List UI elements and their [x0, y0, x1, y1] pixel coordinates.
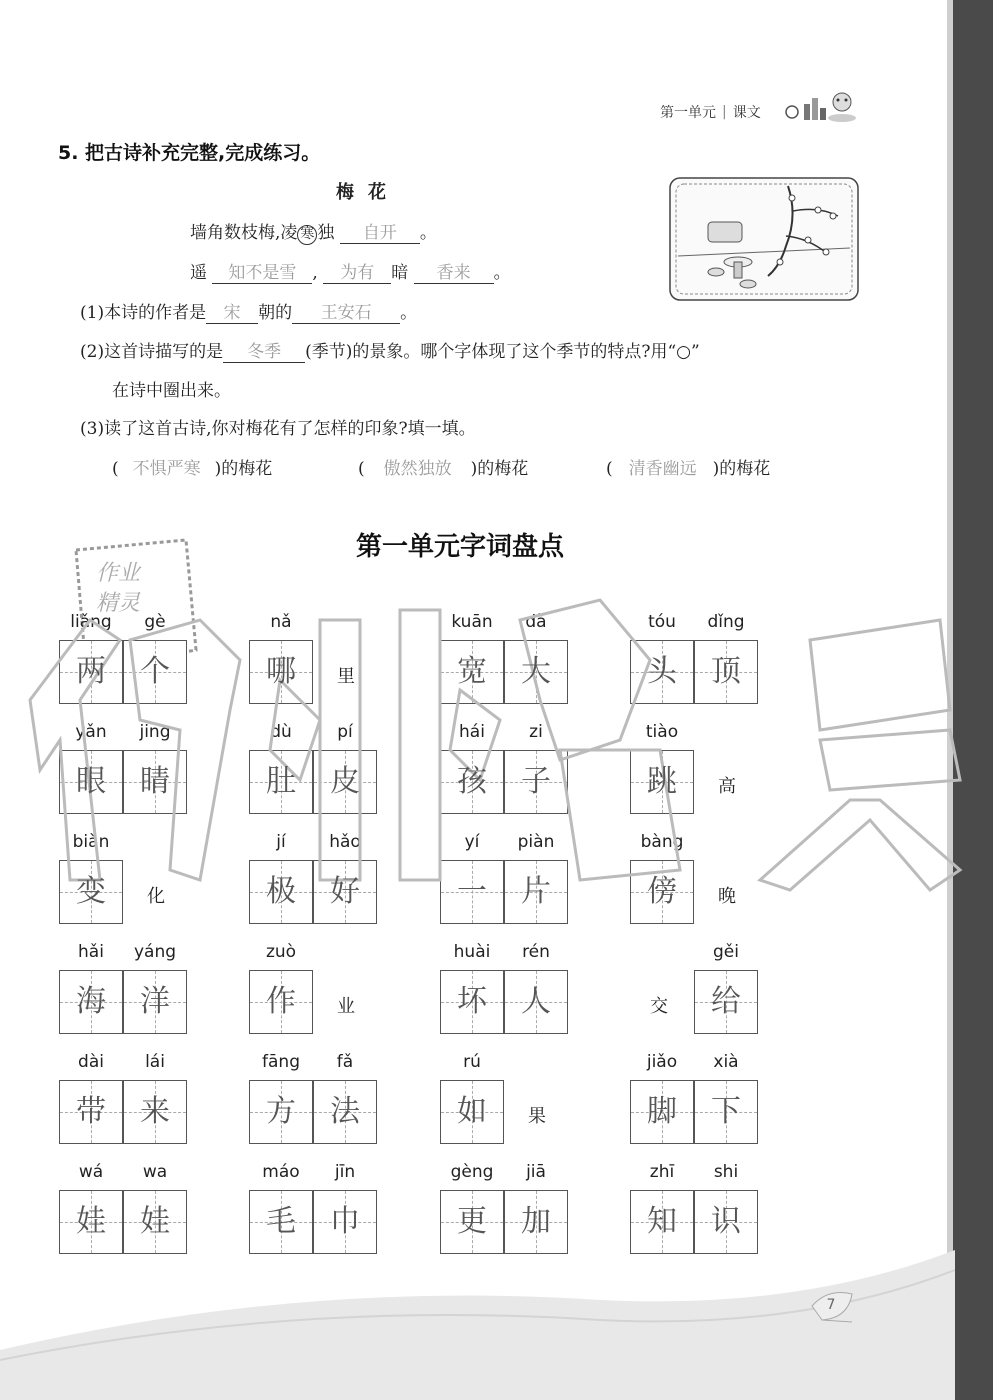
character-box[interactable]: [59, 750, 123, 814]
character-box[interactable]: [249, 970, 313, 1034]
poem-line-1-end: 。: [419, 223, 437, 243]
character-box[interactable]: [59, 1190, 123, 1254]
character: 毛: [266, 1204, 296, 1239]
plain-character: 交: [650, 996, 668, 1017]
character: 宽: [457, 654, 487, 689]
poem-line-2-sep: ,: [312, 263, 318, 283]
pinyin-label: lái: [145, 1052, 165, 1072]
character-box[interactable]: [440, 640, 504, 704]
character: 顶: [711, 654, 741, 689]
character-box[interactable]: [123, 640, 187, 704]
character: 带: [76, 1094, 106, 1129]
section-title: 第一单元字词盘点: [355, 532, 564, 562]
pinyin-label: jing: [139, 722, 171, 742]
pinyin-label: máo: [262, 1162, 300, 1182]
header-separator: |: [722, 104, 727, 120]
pinyin-label: jīn: [334, 1162, 356, 1182]
character: 下: [711, 1094, 741, 1129]
character-box[interactable]: [504, 970, 568, 1034]
character-box[interactable]: [440, 860, 504, 924]
character: 巾: [330, 1204, 360, 1239]
character: 睛: [140, 764, 170, 799]
character: 洋: [140, 984, 170, 1019]
character-box[interactable]: [59, 970, 123, 1034]
paren-close: )的梅花: [712, 459, 771, 479]
character-box[interactable]: [313, 860, 377, 924]
pinyin-label: nǎ: [270, 612, 292, 632]
pinyin-label: dà: [525, 612, 547, 632]
character: 孩: [457, 764, 487, 799]
character: 方: [266, 1094, 296, 1129]
character-box[interactable]: [440, 1080, 504, 1144]
character-box[interactable]: [440, 970, 504, 1034]
poem-line-2-mid: 暗: [391, 263, 409, 283]
answer-blank[interactable]: 清香幽远: [628, 459, 697, 479]
character-box[interactable]: [694, 970, 758, 1034]
character-box[interactable]: [504, 640, 568, 704]
pinyin-label: zuò: [265, 942, 297, 962]
character-box[interactable]: [504, 750, 568, 814]
character: 肚: [266, 764, 296, 799]
answer-blank[interactable]: 冬季: [223, 337, 305, 363]
character-box[interactable]: [59, 860, 123, 924]
poem-line-1: [190, 218, 437, 245]
character-box[interactable]: [123, 750, 187, 814]
character: 坏: [457, 984, 487, 1019]
page-edge: [953, 0, 993, 1400]
pinyin-label: tóu: [648, 612, 676, 632]
pinyin-label: wá: [78, 1162, 104, 1182]
stamp-text-1: 作业: [96, 561, 141, 586]
poem-line-1-mid: 独: [317, 223, 335, 243]
pinyin-label: biàn: [72, 832, 110, 852]
pinyin-label: piàn: [517, 832, 555, 852]
pinyin-label: huài: [453, 942, 491, 962]
pinyin-label: gèng: [450, 1162, 494, 1182]
answer-blank[interactable]: 为有: [323, 258, 391, 284]
character-box[interactable]: [249, 1080, 313, 1144]
paren-close: )的梅花: [214, 459, 273, 479]
character-box[interactable]: [694, 1190, 758, 1254]
answer-blank[interactable]: 知不是雪: [212, 258, 312, 284]
character-box[interactable]: [313, 1190, 377, 1254]
character: 极: [266, 874, 296, 909]
character-box[interactable]: [504, 1190, 568, 1254]
character: 头: [647, 654, 677, 689]
pinyin-label: liǎng: [70, 612, 112, 632]
pinyin-label: fǎ: [336, 1052, 354, 1072]
character: 皮: [330, 764, 360, 799]
character-box[interactable]: [694, 1080, 758, 1144]
sub-question-2: [80, 337, 700, 363]
unit-header: [660, 102, 761, 122]
pinyin-label: shi: [713, 1162, 739, 1182]
character-box[interactable]: [504, 860, 568, 924]
poem-line-1-prefix: 墙角数枝梅,凌: [190, 223, 298, 243]
answer-blank[interactable]: 傲然独放: [383, 459, 452, 479]
pinyin-label: pí: [337, 722, 353, 742]
circled-character: 寒: [297, 225, 317, 245]
sub-question-1: [80, 298, 417, 324]
character-box[interactable]: [313, 750, 377, 814]
character-box[interactable]: [313, 1080, 377, 1144]
pinyin-label: kuān: [451, 612, 493, 632]
character: 变: [76, 874, 106, 909]
cartoon-bear-icon: [780, 88, 860, 124]
character-box[interactable]: [440, 1190, 504, 1254]
answer-blank[interactable]: 宋: [206, 298, 258, 324]
pinyin-label: hǎi: [78, 942, 104, 962]
pinyin-label: tiào: [645, 722, 679, 742]
character-box[interactable]: [630, 640, 694, 704]
plain-character: 果: [528, 1106, 546, 1127]
plain-character: 里: [337, 666, 355, 687]
page-number: 7: [826, 1297, 836, 1313]
pinyin-label: jiā: [526, 1162, 546, 1182]
character: 如: [457, 1094, 487, 1129]
character: 眼: [76, 764, 106, 799]
character: 加: [521, 1204, 551, 1239]
character: 娃: [140, 1204, 170, 1239]
sub-question-2-continued: 在诗中圈出来。: [112, 381, 231, 401]
character: 哪: [266, 654, 296, 689]
character: 脚: [647, 1094, 677, 1129]
impression-answer-2: [358, 454, 528, 479]
character-box[interactable]: [249, 1190, 313, 1254]
character: 大: [521, 654, 551, 689]
character: 给: [711, 984, 741, 1019]
section-label: 课文: [732, 105, 761, 121]
sub1-prefix: (1)本诗的作者是: [80, 303, 207, 323]
character-box[interactable]: [59, 640, 123, 704]
sub2-prefix: (2)这首诗描写的是: [80, 342, 224, 362]
character: 知: [647, 1204, 677, 1239]
pinyin-label: fāng: [262, 1052, 300, 1072]
character-box[interactable]: [249, 860, 313, 924]
character-box[interactable]: [630, 1080, 694, 1144]
character: 法: [330, 1094, 360, 1129]
plum-blossom-illustration: [668, 176, 860, 302]
character-box[interactable]: [123, 1190, 187, 1254]
character: 海: [76, 984, 106, 1019]
pinyin-label: yáng: [133, 942, 177, 962]
character: 更: [457, 1204, 487, 1239]
plain-character: 高: [718, 776, 736, 797]
character: 个: [140, 654, 170, 689]
impression-answer-1: [112, 454, 272, 479]
character-box[interactable]: [249, 640, 313, 704]
character-box[interactable]: [694, 640, 758, 704]
impression-answer-3: [606, 454, 770, 479]
character-box[interactable]: [440, 750, 504, 814]
pinyin-label: dù: [270, 722, 292, 742]
character: 好: [330, 874, 360, 909]
character-box[interactable]: [123, 1080, 187, 1144]
character-box[interactable]: [630, 860, 694, 924]
pinyin-label: wa: [142, 1162, 168, 1182]
unit-label: 第一单元: [660, 105, 716, 121]
character: 跳: [647, 764, 677, 799]
pinyin-label: zhī: [649, 1162, 675, 1182]
plain-character: 业: [337, 996, 355, 1017]
character: 识: [711, 1204, 741, 1239]
pinyin-label: xià: [713, 1052, 739, 1072]
character-box[interactable]: [59, 1080, 123, 1144]
character-box[interactable]: [123, 970, 187, 1034]
paren-open: (: [358, 459, 365, 479]
poem-line-2: [190, 258, 511, 284]
pinyin-label: hái: [459, 722, 485, 742]
poem-line-2-end: 。: [493, 263, 511, 283]
character: 来: [140, 1094, 170, 1129]
character: 子: [521, 764, 551, 799]
character: 人: [521, 984, 551, 1019]
answer-blank[interactable]: 香来: [414, 258, 494, 284]
plain-character: 化: [147, 886, 165, 907]
pinyin-label: hǎo: [329, 832, 361, 852]
pinyin-label: yǎn: [75, 722, 107, 742]
pinyin-label: zi: [529, 722, 543, 742]
pinyin-label: jiǎo: [646, 1052, 678, 1072]
answer-blank[interactable]: 王安石: [292, 298, 400, 324]
pinyin-label: yí: [464, 832, 480, 852]
pinyin-label: gè: [144, 612, 166, 632]
plain-character: 晚: [718, 886, 736, 907]
paren-open: (: [112, 459, 119, 479]
character: 一: [457, 874, 487, 909]
pinyin-label: dǐng: [707, 612, 745, 632]
pinyin-label: bàng: [640, 832, 684, 852]
character-box[interactable]: [630, 750, 694, 814]
sub-question-3: (3)读了这首古诗,你对梅花有了怎样的印象?填一填。: [80, 419, 476, 439]
character: 两: [76, 654, 106, 689]
sub1-mid: 朝的: [258, 303, 293, 323]
sub1-end: 。: [400, 303, 418, 323]
character-box[interactable]: [630, 1190, 694, 1254]
character-box[interactable]: [249, 750, 313, 814]
answer-blank[interactable]: 不惧严寒: [132, 459, 201, 479]
paren-close: )的梅花: [470, 459, 529, 479]
character: 娃: [76, 1204, 106, 1239]
character: 片: [521, 874, 551, 909]
poem-line-2-prefix: 遥: [190, 263, 207, 283]
sub2-rest: (季节)的景象。哪个字体现了这个季节的特点?用“○”: [305, 342, 700, 362]
pinyin-label: rú: [463, 1052, 481, 1072]
character: 傍: [647, 874, 677, 909]
pinyin-label: dài: [78, 1052, 104, 1072]
answer-blank[interactable]: 自开: [340, 218, 420, 244]
character: 作: [266, 984, 296, 1019]
pinyin-label: rén: [522, 942, 550, 962]
pinyin-label: gěi: [713, 942, 739, 962]
question-title: 5. 把古诗补充完整,完成练习。: [58, 142, 321, 164]
paren-open: (: [606, 459, 613, 479]
pinyin-label: jí: [276, 832, 286, 852]
poem-title: 梅花: [336, 182, 400, 203]
stamp-text-2: 精灵: [96, 591, 141, 616]
